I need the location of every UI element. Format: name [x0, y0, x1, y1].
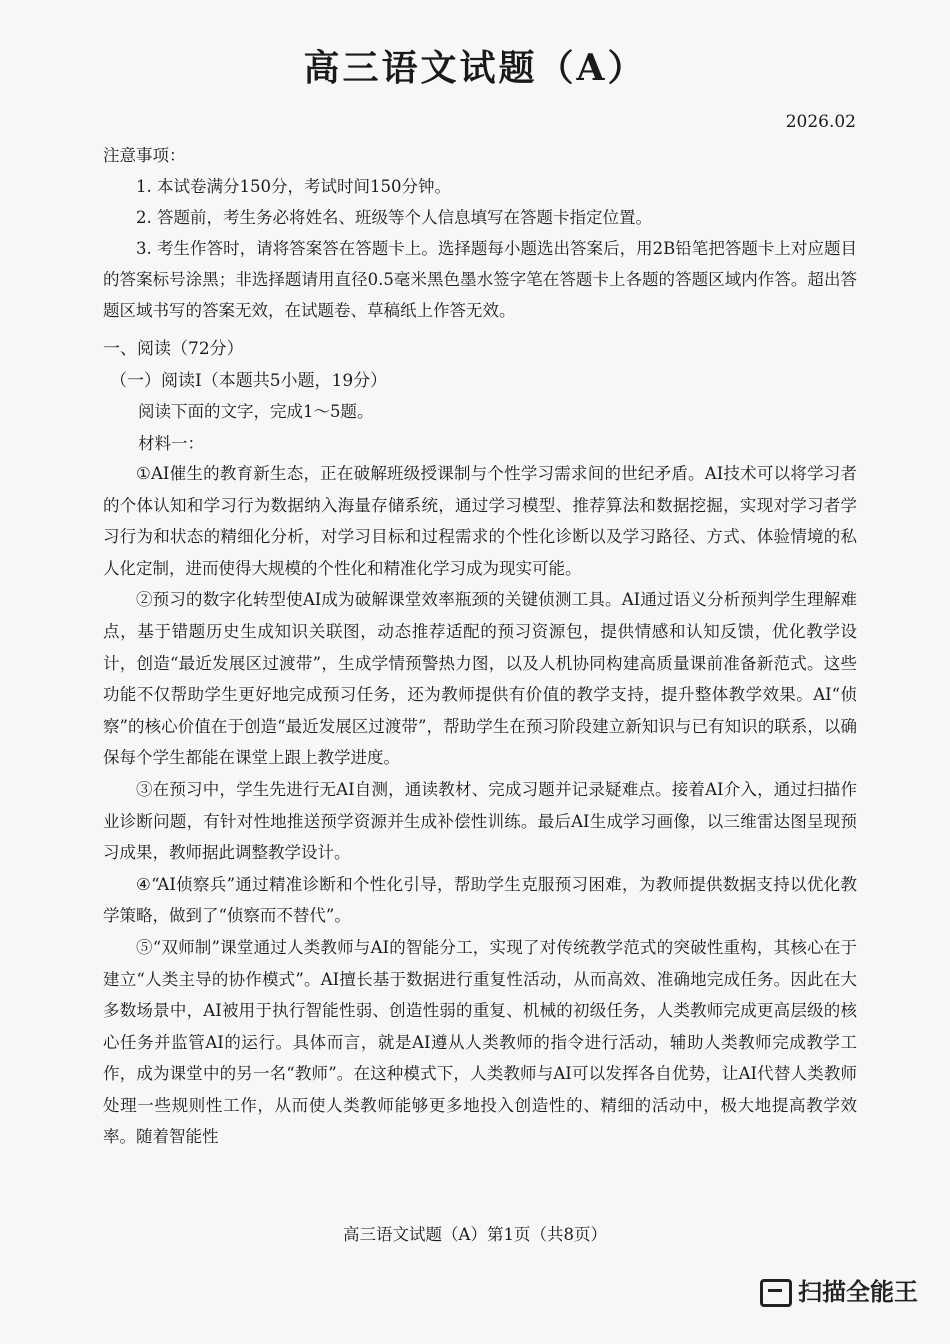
exam-title: 高三语文试题（A） [303, 47, 647, 89]
paragraph: ⑤“双师制”课堂通过人类教师与AI的智能分工，实现了对传统教学范式的突破性重构，其核心在于建立“人类主导的协作模式”。AI擅长基于数据进行重复性活动，从而高效、准确地完成任务。因此在大多数场景中，AI被用于执行智能性弱、创造性弱的重复、机械的初级任务，人类教师完成更高层级的核心任务并监管AI的运行。具体而言，就是AI遵从人类教师的指令进行活动，辅助人类教师完成教学工作，成为课堂中的另一名“教师”。在这种模式下，人类教师与AI可以发挥各自优势，让AI代替人类教师处理一些规则性工作，从而使人类教师能够更多地投入创造性的、精细的活动中，极大地提高教学效率。随着智能性 [103, 937, 857, 1147]
scanner-watermark [760, 1272, 950, 1312]
paragraph: ③在预习中，学生先进行无AI自测，通读教材、完成习题并记录疑难点。接着AI介入，通过扫描作业诊断问题，有针对性地推送预学资源并生成补偿性训练。最后AI生成学习画像，以三维雷达图呈现预习成果，教师据此调整教学设计。 [103, 779, 857, 863]
section-title: 一、阅读（72分） [103, 339, 244, 359]
watermark-text: 扫描全能王 [798, 1278, 918, 1306]
notice-item: 1. 本试卷满分150分，考试时间150分钟。 [136, 177, 451, 196]
exam-date: 2026.02 [785, 112, 856, 132]
paragraph: ④“AI侦察兵”通过精准诊断和个性化引导，帮助学生克服预习困难，为教师提供数据支持以优化教学策略，做到了“侦察而不替代”。 [103, 874, 857, 926]
notice-heading: 注意事项： [103, 146, 186, 165]
reading-instruction: 阅读下面的文字，完成1～5题。 [138, 402, 374, 421]
material-label: 材料一： [138, 434, 204, 453]
paragraph: ②预习的数字化转型使AI成为破解课堂效率瓶颈的关键侦测工具。AI通过语义分析预判学生理解难点，基于错题历史生成知识关联图，动态推荐适配的预习资源包，提供情感和认知反馈，优化教学设计，创造“最近发展区过渡带”，生成学情预警热力图，以及人机协同构建高质量课前准备新范式。这些功能不仅帮助学生更好地完成预习任务，还为教师提供有价值的教学支持，提升整体教学效果。AI“侦察”的核心价值在于创造“最近发展区过渡带”，帮助学生在预习阶段建立新知识与已有知识的联系，以确保每个学生都能在课堂上跟上教学进度。 [103, 590, 857, 768]
notice-block [103, 140, 857, 326]
scanner-logo-icon [760, 1279, 792, 1307]
subsection-title: （一）阅读Ⅰ（本题共5小题，19分） [110, 371, 388, 391]
paragraph: ①AI催生的教育新生态，正在破解班级授课制与个性学习需求间的世纪矛盾。AI技术可以将学习者的个体认知和学习行为数据纳入海量存储系统，通过学习模型、推荐算法和数据挖掘，实现对学习者学习行为和状态的精细化分析，对学习目标和过程需求的个性化诊断以及学习路径、方式、体验情境的私人化定制，进而使得大规模的个性化和精准化学习成为现实可能。 [103, 464, 857, 578]
reading-passage [103, 458, 857, 1153]
page-footer: 高三语文试题（A）第1页（共8页） [343, 1225, 607, 1244]
notice-item: 3. 考生作答时，请将答案答在答题卡上。选择题每小题选出答案后，用2B铅笔把答题卡上对应题目的答案标号涂黑；非选择题请用直径0.5毫米黑色墨水签字笔在答题卡上各题的答题区域内作答。超出答题区域书写的答案无效，在试题卷、草稿纸上作答无效。 [103, 239, 857, 320]
notice-item: 2. 答题前，考生务必将姓名、班级等个人信息填写在答题卡指定位置。 [136, 208, 652, 227]
